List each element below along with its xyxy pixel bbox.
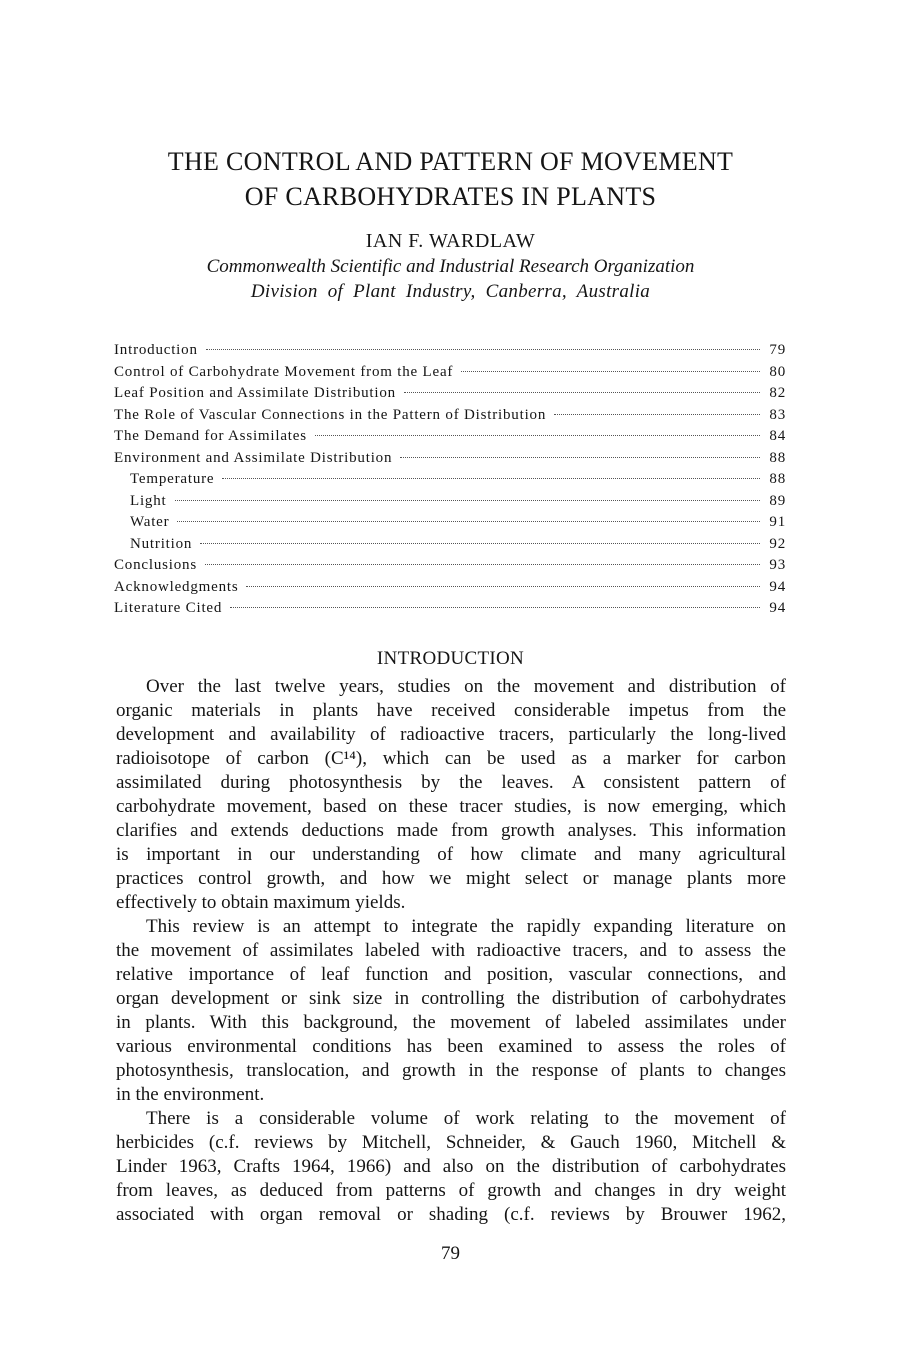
page-number: 79: [441, 1243, 460, 1264]
toc-entry: [114, 577, 786, 599]
toc-entry: [114, 383, 786, 405]
toc-dot-leader: [246, 586, 760, 587]
toc-entry-label: Light: [130, 492, 167, 509]
paragraph-line: This review is an attempt to integrate the rapidly expanding literature on: [146, 916, 786, 937]
paragraph: [116, 1107, 786, 1227]
toc-entry: [114, 469, 786, 491]
paragraph-line: is important in our understanding of how climate and many agricultural: [116, 844, 786, 865]
toc-dot-leader: [404, 392, 760, 393]
toc-entry-page: 83: [769, 406, 786, 423]
toc-entry-label: Temperature: [130, 471, 215, 487]
toc-dot-leader: [177, 521, 760, 522]
paragraph-line: There is a considerable volume of work relating to the movement of: [146, 1108, 786, 1129]
paragraph-line: carbohydrate movement, based on these tracer studies, is now emerging, which: [116, 796, 786, 817]
table-of-contents: [114, 340, 786, 620]
paragraph-line: Over the last twelve years, studies on the movement and distribution of: [146, 676, 786, 697]
paragraph-line: herbicides (c.f. reviews by Mitchell, Schneider, & Gauch 1960, Mitchell &: [116, 1132, 786, 1153]
paragraph: [116, 915, 786, 1107]
toc-entry: [114, 598, 786, 620]
toc-entry-label: Acknowledgments: [114, 578, 239, 595]
affiliation-line-1: Commonwealth Scientific and Industrial Research Organization: [206, 256, 695, 277]
paragraph-line: photosynthesis, translocation, and growth in the response of plants to changes: [116, 1060, 786, 1081]
paper-title-line-2: OF CARBOHYDRATES IN PLANTS: [244, 182, 657, 211]
toc-entry-label: The Role of Vascular Connections in the Pattern of Distribution: [114, 406, 547, 423]
toc-entry-page: 79: [769, 342, 786, 358]
toc-dot-leader: [315, 435, 760, 436]
paragraph-line: various environmental conditions has been examined to assess the roles of: [116, 1036, 786, 1057]
toc-dot-leader: [205, 564, 760, 565]
affiliation-line-2: Division of Plant Industry, Canberra, Australia: [250, 281, 651, 302]
toc-entry-label: Leaf Position and Assimilate Distribution: [114, 385, 396, 401]
toc-dot-leader: [461, 371, 760, 372]
toc-entry-page: 91: [769, 514, 786, 530]
toc-dot-leader: [554, 414, 760, 415]
toc-dot-leader: [175, 500, 761, 501]
paragraph-line: development and availability of radioactive tracers, particularly the long-lived: [116, 724, 786, 745]
toc-entry-page: 88: [769, 449, 786, 466]
paragraph-line: practices control growth, and how we might select or manage plants more: [116, 868, 786, 889]
toc-entry: [114, 340, 786, 362]
paragraph: [116, 675, 786, 915]
paragraph-line: in the environment.: [116, 1084, 265, 1105]
toc-entry: [114, 405, 786, 427]
toc-entry-page: 93: [769, 557, 786, 573]
toc-entry: [114, 534, 786, 556]
section-heading: INTRODUCTION: [376, 648, 525, 669]
toc-entry-page: 89: [769, 492, 786, 509]
toc-entry-page: 92: [769, 535, 786, 552]
paragraph-line: organ development or sink size in controlling the distribution of carbohydrates: [116, 988, 786, 1009]
paragraph-line: clarifies and extends deductions made from growth analyses. This information: [116, 820, 786, 841]
toc-entry-page: 88: [769, 471, 786, 487]
paragraph-line: effectively to obtain maximum yields.: [116, 892, 406, 913]
paragraph-line: organic materials in plants have received considerable impetus from the: [116, 700, 786, 721]
paragraph-line: associated with organ removal or shading (c.f. reviews by Brouwer 1962,: [116, 1204, 786, 1225]
toc-entry-page: 94: [769, 578, 786, 595]
paragraph-line: relative importance of leaf function and position, vascular connections, and: [116, 964, 786, 985]
toc-entry: [114, 555, 786, 577]
toc-dot-leader: [400, 457, 760, 458]
toc-entry-page: 82: [769, 385, 786, 401]
toc-entry: [114, 362, 786, 384]
paragraph-line: assimilated during photosynthesis by the leaves. A consistent pattern of: [116, 772, 786, 793]
toc-dot-leader: [230, 607, 760, 608]
toc-entry-label: Nutrition: [130, 535, 193, 552]
paragraph-line: the movement of assimilates labeled with radioactive tracers, and to assess the: [116, 940, 786, 961]
toc-entry-label: Environment and Assimilate Distribution: [114, 449, 393, 466]
toc-entry-label: Control of Carbohydrate Movement from the Leaf: [114, 363, 454, 380]
toc-entry: [114, 512, 786, 534]
toc-entry-label: Literature Cited: [114, 600, 223, 616]
toc-dot-leader: [206, 349, 760, 350]
paragraph-line: Linder 1963, Crafts 1964, 1966) and also on the distribution of carbohydrates: [116, 1156, 786, 1177]
paragraph-line: from leaves, as deduced from patterns of growth and changes in dry weight: [116, 1180, 786, 1201]
toc-entry-label: Introduction: [114, 342, 198, 358]
toc-entry-page: 84: [769, 428, 786, 444]
toc-entry-page: 94: [769, 600, 786, 616]
paper-title-line-1: THE CONTROL AND PATTERN OF MOVEMENT: [167, 147, 734, 176]
toc-dot-leader: [222, 478, 760, 479]
toc-entry-label: Conclusions: [114, 557, 197, 573]
paragraph-line: radioisotope of carbon (C¹⁴), which can be used as a marker for carbon: [116, 748, 786, 769]
toc-entry: [114, 426, 786, 448]
toc-entry-page: 80: [769, 363, 786, 380]
toc-dot-leader: [200, 543, 760, 544]
body-text: [116, 675, 786, 1227]
toc-entry-label: Water: [130, 514, 170, 530]
toc-entry: [114, 448, 786, 470]
author-name: IAN F. WARDLAW: [365, 230, 536, 252]
paragraph-line: in plants. With this background, the movement of labeled assimilates under: [116, 1012, 786, 1033]
toc-entry-label: The Demand for Assimilates: [114, 428, 307, 444]
toc-entry: [114, 491, 786, 513]
